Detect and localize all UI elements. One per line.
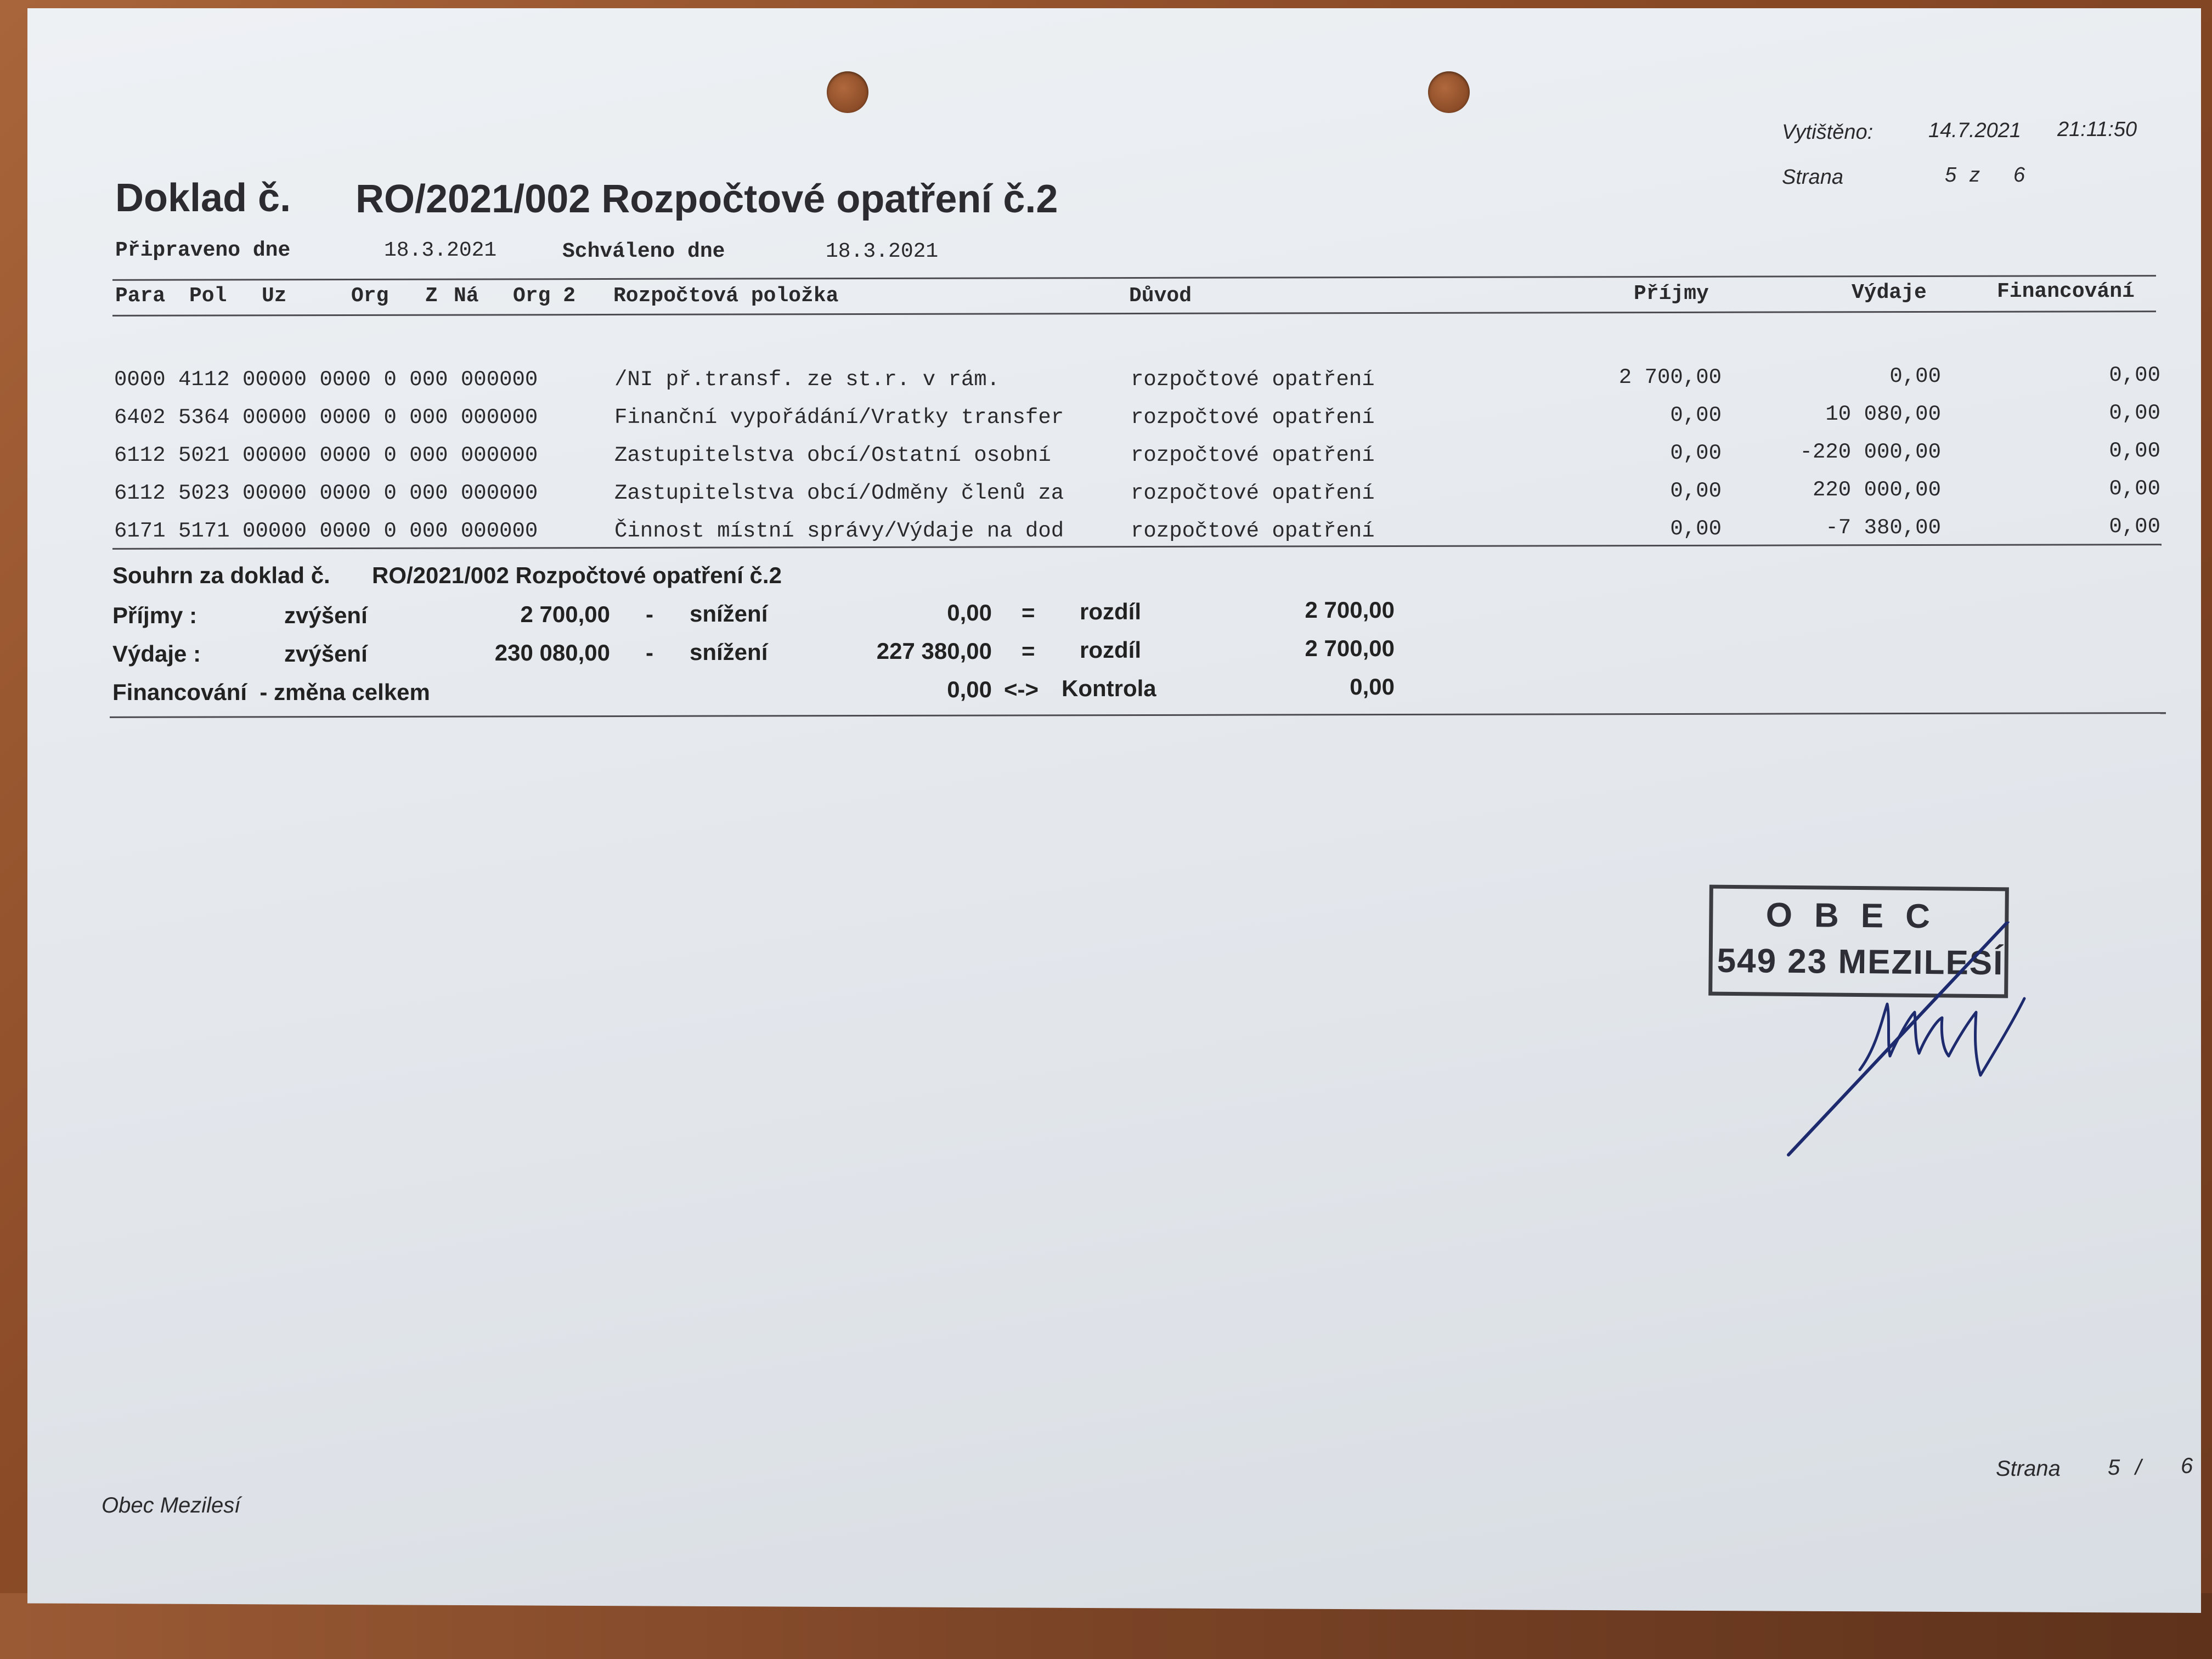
row-reason: rozpočtové opatření (1131, 443, 1375, 467)
prepared-label: Připraveno dne (115, 239, 291, 262)
printed-date: 14.7.2021 (1928, 119, 2022, 142)
prepared-date: 18.3.2021 (384, 239, 497, 262)
income-increase-label: zvýšení (284, 602, 368, 628)
col-org2: Org 2 (513, 284, 576, 308)
col-income: Příjmy (1634, 282, 1709, 306)
income-decrease-value: 0,00 (947, 600, 992, 625)
financing-label: Financování - změna celkem (112, 679, 430, 705)
income-decrease-label: snížení (690, 601, 768, 627)
col-budget-item: Rozpočtová položka (613, 284, 839, 308)
income-diff-value: 2 700,00 (1305, 597, 1395, 623)
document-page (27, 8, 2201, 1613)
punch-hole (827, 71, 868, 113)
row-codes: 0000 4112 00000 0000 0 000 000000 (114, 368, 538, 392)
row-income: 0,00 (1670, 441, 1722, 465)
approved-date: 18.3.2021 (826, 240, 939, 263)
row-financing: 0,00 (2109, 401, 2160, 425)
income-diff-label: rozdíl (1080, 599, 1141, 624)
row-financing: 0,00 (2109, 515, 2160, 539)
printed-time: 21:11:50 (2057, 118, 2137, 141)
footer-org-name: Obec Mezilesí (101, 1493, 241, 1517)
row-reason: rozpočtové opatření (1131, 519, 1375, 543)
financing-arrow: <-> (1004, 676, 1039, 702)
stamp-line-2: 549 23 MEZILESÍ (1717, 941, 2004, 983)
page-label: Strana (1782, 166, 1843, 189)
stamp-line-1: OBEC (1765, 896, 1953, 936)
page-current: 5 (1945, 163, 1957, 187)
row-item: Zastupitelstva obcí/Odměny členů za (614, 481, 1064, 505)
footer-page-separator: / (2135, 1455, 2142, 1480)
expense-minus: - (646, 640, 653, 665)
col-expense: Výdaje (1852, 281, 1927, 304)
row-income: 0,00 (1670, 517, 1722, 541)
footer-page-total: 6 (2181, 1454, 2193, 1478)
col-pol: Pol (189, 284, 227, 308)
summary-heading-label: Souhrn za doklad č. (112, 562, 330, 588)
income-minus: - (646, 601, 653, 627)
row-expense: -220 000,00 (1799, 440, 1941, 464)
document-label: Doklad č. (115, 176, 291, 220)
row-financing: 0,00 (2109, 363, 2160, 387)
summary-income-label: Příjmy : (112, 602, 198, 628)
footer-page-label: Strana (1996, 1457, 2061, 1481)
summary-heading-value: RO/2021/002 Rozpočtové opatření č.2 (372, 562, 782, 588)
document-title: RO/2021/002 Rozpočtové opatření č.2 (356, 177, 1058, 221)
row-financing: 0,00 (2109, 477, 2160, 501)
row-expense: 0,00 (1889, 364, 1941, 388)
expense-decrease-value: 227 380,00 (876, 638, 992, 664)
row-codes: 6112 5023 00000 0000 0 000 000000 (114, 481, 538, 505)
income-increase-value: 2 700,00 (520, 601, 610, 627)
row-reason: rozpočtové opatření (1131, 405, 1375, 430)
page-total: 6 (2013, 163, 2025, 187)
income-equals: = (1022, 600, 1035, 625)
expense-diff-value: 2 700,00 (1305, 635, 1395, 661)
row-income: 0,00 (1670, 403, 1722, 427)
expense-decrease-label: snížení (690, 639, 768, 665)
row-item: Zastupitelstva obcí/Ostatní osobní (614, 443, 1051, 467)
punch-hole (1428, 71, 1470, 113)
row-financing: 0,00 (2109, 439, 2160, 463)
financing-value: 0,00 (947, 676, 992, 702)
row-item: Činnost místní správy/Výdaje na dod (614, 519, 1064, 543)
row-reason: rozpočtové opatření (1131, 368, 1375, 392)
row-codes: 6112 5021 00000 0000 0 000 000000 (114, 443, 538, 467)
row-income: 2 700,00 (1618, 365, 1722, 390)
row-expense: 10 080,00 (1825, 402, 1941, 426)
row-codes: 6171 5171 00000 0000 0 000 000000 (114, 519, 538, 543)
row-item: Finanční vypořádání/Vratky transfer (614, 405, 1064, 430)
check-value: 0,00 (1350, 674, 1395, 699)
col-reason: Důvod (1129, 284, 1192, 308)
row-income: 0,00 (1670, 479, 1722, 503)
row-expense: 220 000,00 (1812, 478, 1941, 502)
row-item: /NI př.transf. ze st.r. v rám. (614, 368, 1000, 392)
col-uz: Uz (262, 284, 287, 308)
col-z: Z (425, 284, 438, 308)
col-na: Ná (454, 284, 479, 308)
col-para: Para (115, 284, 166, 308)
printed-label: Vytištěno: (1782, 121, 1874, 144)
col-org: Org (351, 284, 389, 308)
expense-increase-label: zvýšení (284, 641, 368, 667)
expense-diff-label: rozdíl (1080, 637, 1141, 663)
col-financing: Financování (1997, 280, 2135, 303)
footer-page-current: 5 (2108, 1455, 2120, 1480)
row-codes: 6402 5364 00000 0000 0 000 000000 (114, 405, 538, 430)
row-reason: rozpočtové opatření (1131, 481, 1375, 505)
summary-expense-label: Výdaje : (112, 641, 201, 667)
page-separator: z (1970, 163, 1980, 187)
row-expense: -7 380,00 (1825, 516, 1941, 540)
signature-icon (1778, 922, 2085, 1174)
expense-equals: = (1022, 638, 1035, 664)
approved-label: Schváleno dne (562, 240, 725, 263)
expense-increase-value: 230 080,00 (494, 640, 610, 665)
check-label: Kontrola (1062, 675, 1156, 701)
